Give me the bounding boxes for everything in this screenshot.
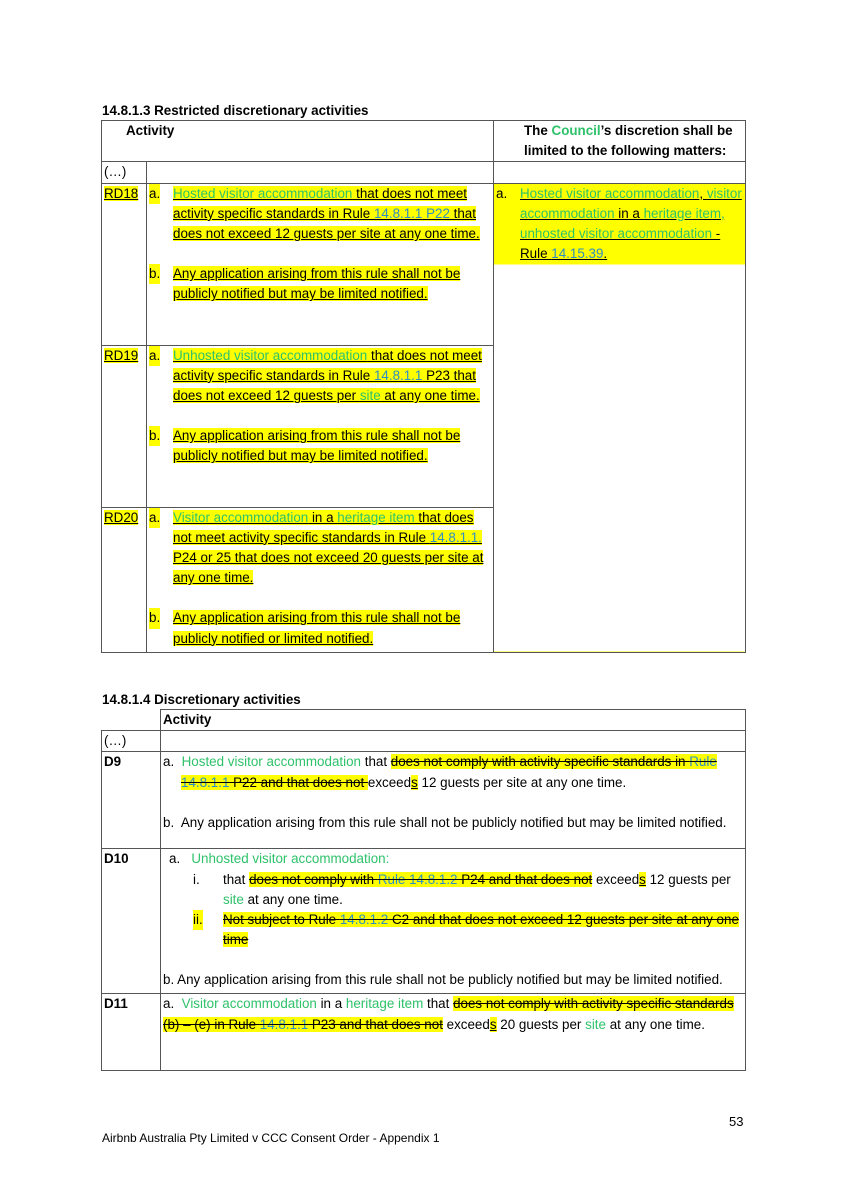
list-marker: a. (163, 754, 175, 770)
table-row-rd18 (102, 183, 746, 345)
empty-cell (147, 162, 494, 183)
term-visitor-accommodation[interactable]: Visitor accommodation (173, 509, 309, 525)
list-marker: i. (193, 871, 200, 887)
list-marker: a. (149, 184, 160, 204)
list-marker: a. (149, 508, 160, 528)
rule-link-14-8-1-1[interactable]: Rule 14.8.1.1 (181, 754, 717, 790)
term-unhosted-visitor-accommodation[interactable]: Unhosted visitor accommodation: (191, 851, 390, 867)
rd19-item-b (149, 426, 491, 466)
rule-code-rd18: RD18 (104, 185, 139, 201)
term-heritage-item[interactable]: heritage item (337, 509, 415, 525)
rd18-item-a: a. Hosted visitor accommodation that does not meet activity specific standards in Rule 14.8.1.1 P22 that does not exceed 12 guests per site at any one time. (149, 185, 480, 242)
section-title-discretionary: 14.8.1.4 Discretionary activities (102, 692, 301, 707)
list-marker: b. (149, 264, 160, 284)
list-marker: a. (163, 996, 175, 1012)
list-marker: b. (163, 814, 175, 830)
rule-code-cell (102, 183, 147, 345)
restricted-discretionary-table (101, 120, 746, 653)
rule-code-rd19: RD19 (104, 347, 139, 363)
rd20-notification-text: Any application arising from this rule shall not be publicly notified or limited notified. (173, 610, 461, 646)
list-marker: a. (496, 185, 508, 201)
rd20-item-b (149, 608, 491, 648)
table-row-ellipsis (102, 731, 746, 752)
header-discretion-pre: The (524, 123, 552, 138)
empty-cell (494, 162, 746, 183)
rd19-notification-text: Any application arising from this rule shall not be publicly notified but may be limited notified. (173, 428, 461, 464)
rule-link-14-8-1-1[interactable]: 14.8.1.1 (373, 367, 423, 383)
rd19-item-a: a. Unhosted visitor accommodation that does not meet activity specific standards in Rule 14.8.1.1 P23 that does not exceed 12 guests per site at any one time. (149, 347, 482, 404)
rule-link-14-8-1-1[interactable]: 14.8.1.1 (373, 205, 423, 221)
rule-code-d10: D10 (102, 849, 161, 994)
discretion-cell (494, 183, 746, 652)
discretion-list (496, 184, 743, 265)
rule-link-14-15-39[interactable]: 14.15.39 (551, 246, 604, 262)
term-site[interactable]: site (359, 388, 381, 404)
table-header-row (102, 710, 746, 731)
term-unhosted-visitor-accommodation[interactable]: Unhosted visitor accommodation (173, 347, 368, 363)
rule-link-14-8-1-1[interactable]: 14.8.1.1. (429, 529, 482, 545)
header-activity: Activity (161, 710, 746, 731)
list-marker: b. (149, 608, 160, 628)
term-hosted-visitor-accommodation[interactable]: Hosted visitor accommodation (520, 185, 700, 201)
d9-item-a: a. Hosted visitor accommodation that does not comply with activity specific standards in Rule 14.8.1.1 P22 and that does not exceeds 12 guests per site at any one time. (163, 754, 717, 790)
d9-activity-cell (161, 752, 746, 849)
rd18-item-b (149, 264, 491, 304)
rd20-item-a: a. Visitor accommodation in a heritage item that does not meet activity specific standards in Rule 14.8.1.1. P24 or 25 that does not exceed 20 guests per site at any one time. (149, 509, 484, 586)
header-activity: Activity (102, 121, 494, 162)
empty-cell (161, 731, 746, 752)
list-marker: a. (169, 851, 181, 867)
table-header-row (102, 121, 746, 162)
d10-item-i: i. that does not comply with Rule 14.8.1.2 P24 and that does not exceeds 12 guests per site at any one time. (193, 871, 731, 907)
rule-link-14-8-1-1[interactable]: 14.8.1.1 (259, 1016, 309, 1032)
d10-activity-cell (161, 849, 746, 994)
d10-item-a (163, 849, 743, 869)
term-heritage-item-unhosted[interactable]: heritage item, unhosted visitor accommodation (520, 205, 725, 242)
table-row-d10 (102, 849, 746, 994)
d9-item-b (163, 813, 743, 833)
rd20-activity-cell (147, 507, 494, 652)
ellipsis-cell: (…) (102, 731, 161, 752)
rule-code-rd20: RD20 (104, 509, 139, 525)
term-site[interactable]: site (585, 1016, 606, 1032)
term-hosted-visitor-accommodation[interactable]: Hosted visitor accommodation (181, 754, 361, 770)
rd19-list (149, 346, 491, 467)
d11-item-a: a. Visitor accommodation in a heritage item that does not comply with activity specific standards (b) – (e) in Rule 14.8.1.1 P23 and that does not exceeds 20 guests per site at any one time. (163, 996, 734, 1032)
d9-notification-text: Any application arising from this rule shall not be publicly notified but may be limited notified. (180, 814, 727, 830)
rd18-activity-cell (147, 183, 494, 345)
header-council-link[interactable]: Council (551, 123, 601, 138)
rule-link-14-8-1-2[interactable]: 14.8.1.2 (339, 912, 389, 928)
discretion-item-a: a. Hosted visitor accommodation, visitor accommodation in a heritage item, unhosted visitor accommodation - Rule 14.15.39. (496, 185, 742, 262)
d10-item-b: b. Any application arising from this rule shall not be publicly notified but may be limited notified. (163, 972, 723, 988)
rule-code-cell (102, 345, 147, 507)
rule-code-d11: D11 (102, 994, 161, 1071)
page-number: 53 (729, 1114, 744, 1129)
term-visitor-accommodation[interactable]: visitor accommodation (520, 185, 742, 221)
empty-cell (102, 710, 161, 731)
list-marker: b. (149, 426, 160, 446)
term-heritage-item[interactable]: heritage item (345, 996, 424, 1012)
table-row-d11 (102, 994, 746, 1071)
table-row-ellipsis (102, 162, 746, 183)
rd20-list (149, 508, 491, 649)
rule-code-d9: D9 (102, 752, 161, 849)
term-hosted-visitor-accommodation[interactable]: Hosted visitor accommodation (173, 185, 353, 201)
term-site[interactable]: site (223, 891, 244, 907)
rd18-list (149, 184, 491, 305)
header-discretion-post: ’s discretion shall be limited to the following matters: (524, 123, 733, 159)
d11-activity-cell (161, 994, 746, 1071)
list-marker: a. (149, 346, 160, 366)
discretionary-table (101, 709, 746, 1071)
rule-code-cell (102, 507, 147, 652)
rd19-activity-cell (147, 345, 494, 507)
rule-link-p22[interactable]: P22 (426, 205, 450, 221)
header-discretion (494, 121, 746, 162)
table-row-d9 (102, 752, 746, 849)
term-visitor-accommodation[interactable]: Visitor accommodation (181, 996, 317, 1012)
ellipsis-cell: (…) (102, 162, 147, 183)
section-title-restricted-discretionary: 14.8.1.3 Restricted discretionary activities (102, 103, 369, 118)
rule-link-14-8-1-2[interactable]: Rule 14.8.1.2 (377, 871, 458, 887)
d10-item-ii: ii. Not subject to Rule 14.8.1.2 C2 and that does not exceed 12 guests per site at any one time (193, 912, 739, 948)
list-marker: ii. (193, 910, 203, 930)
rd18-notification-text: Any application arising from this rule shall not be publicly notified but may be limited notified. (173, 266, 461, 302)
footer-text: Airbnb Australia Pty Limited v CCC Consent Order - Appendix 1 (102, 1131, 440, 1145)
